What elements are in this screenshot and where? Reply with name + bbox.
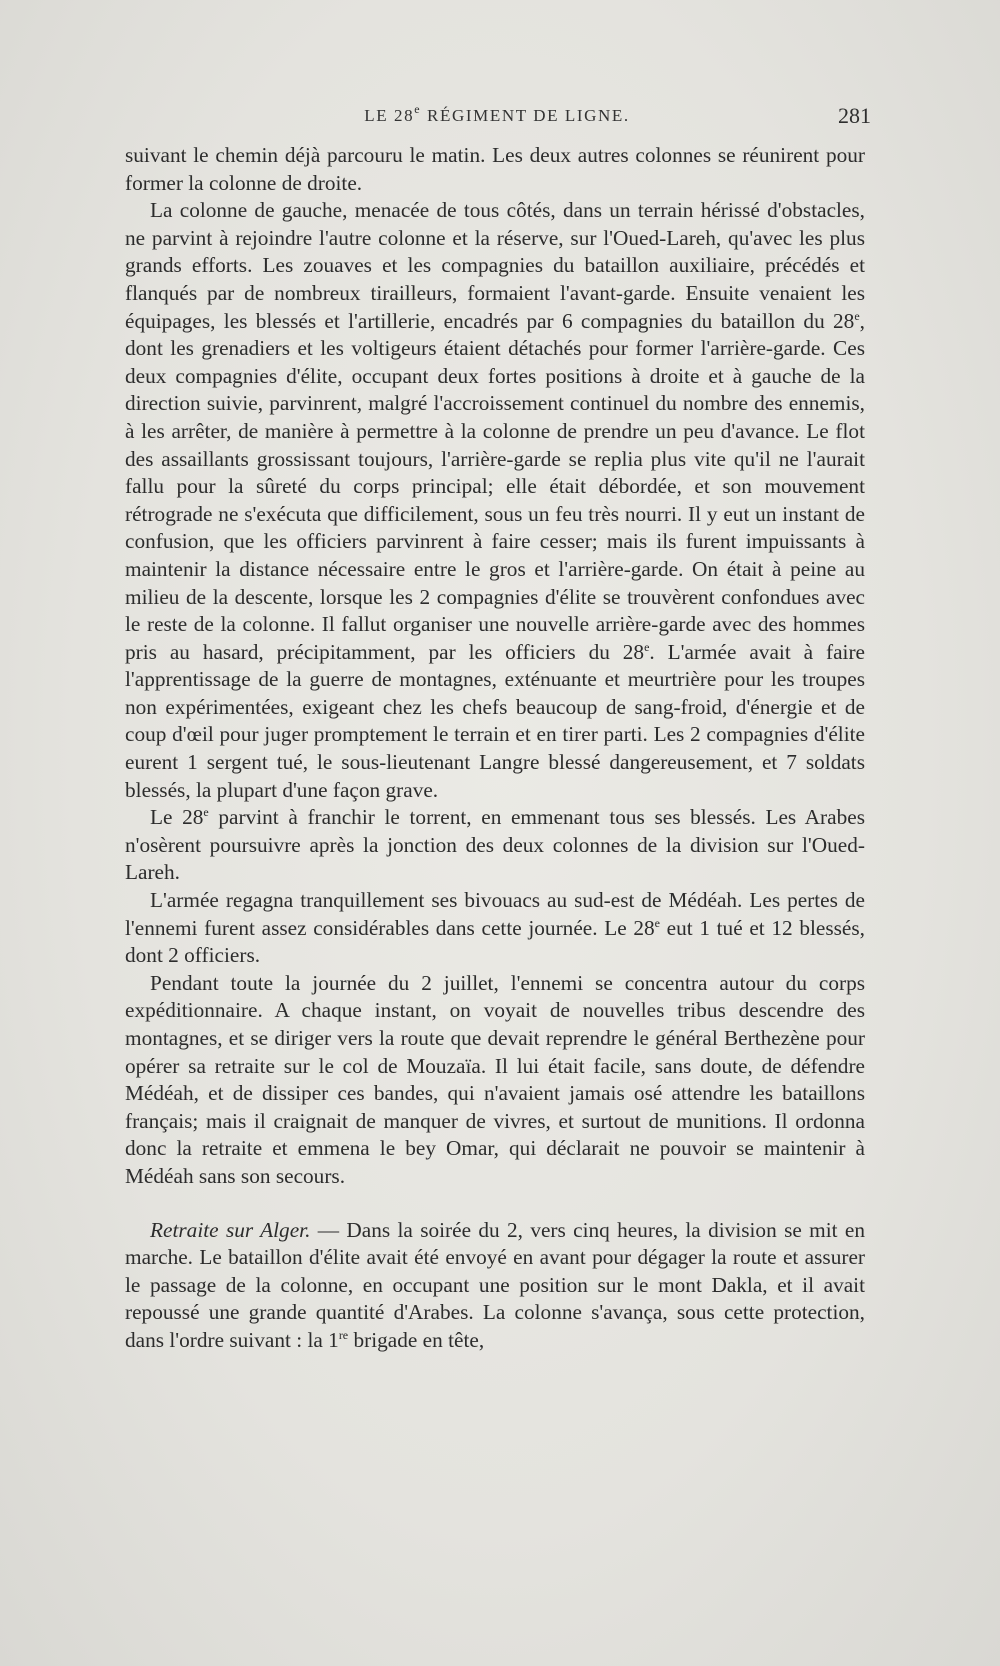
running-title-text-rest: RÉGIMENT DE LIGNE. xyxy=(421,106,630,125)
paragraph-2-text-a: La colonne de gauche, menacée de tous côtés, dans un terrain hérissé d'obstacles, ne parvint à rejoindre l'autre colonne et la réserve, sur l'Oued-Lareh, qu'avec les plus grands efforts. Les zouaves et les compagnies du bataillon auxiliaire, précédés et flanqués par de nombreux tirailleurs, formaient l'avant-garde. Ensuite venaient les équipages, les blessés et l'artillerie, encadrés par 6 compagnies du bataillon du 28 xyxy=(125,198,865,333)
paragraph-2-superscript-2: e xyxy=(644,639,650,654)
paragraph-6-text-a: — Dans la soirée du 2, vers cinq heures, la division se mit en marche. Le bataillon d'élite avait été envoyé en avant pour dégager la route et assurer le passage de la colonne, en occupant une position sur le mont Dakla, et il avait repoussé une grande quantité d'Arabes. La colonne s'avança, sous cette protection, dans l'ordre suivant : la 1 xyxy=(125,1217,865,1352)
paragraph-2-superscript-1: e xyxy=(854,308,860,323)
paragraph-4-text-b: eut 1 tué et 12 blessés, dont 2 officiers. xyxy=(125,915,865,968)
paragraph-6 xyxy=(125,1217,865,1355)
paragraph-2-text-c: . L'armée avait à faire l'apprentissage de la guerre de montagnes, exténuante et meurtrière pour les troupes non expérimentées, exigeant chez les chefs beaucoup de sang-froid, d'énergie et de coup d'œil pour juger promptement le terrain et en tirer parti. Les 2 compagnies d'élite eurent 1 sergent tué, le sous-lieutenant Langre blessé dangereusement, et 7 soldats blessés, la plupart d'une façon grave. xyxy=(125,639,865,802)
paragraph-4 xyxy=(125,887,865,970)
paragraph-2 xyxy=(125,197,865,804)
paragraph-6-text-b: brigade en tête, xyxy=(348,1327,485,1352)
paragraph-6-superscript: re xyxy=(338,1327,349,1342)
paragraph-3-text-b: parvint à franchir le torrent, en emmenant tous ses blessés. Les Arabes n'osèrent poursuivre après la jonction des deux colonnes de la division sur l'Oued-Lareh. xyxy=(125,805,865,885)
running-title xyxy=(123,102,871,126)
paragraph-3 xyxy=(125,804,865,887)
paragraph-1: suivant le chemin déjà parcouru le matin. Les deux autres colonnes se réunirent pour former la colonne de droite. xyxy=(125,143,865,195)
paragraph-3-text-a: Le 28 xyxy=(150,805,204,830)
paragraph-5: Pendant toute la journée du 2 juillet, l'ennemi se concentra autour du corps expéditionnaire. A chaque instant, on voyait de nouvelles tribus descendre des montagnes, et se diriger vers la route que devait reprendre le général Berthezène pour opérer sa retraite sur le col de Mouzaïa. Il lui était facile, sans doute, de défendre Médéah, et de dissiper ces bandes, qui n'avaient jamais osé attendre les bataillons français; mais il craignait de manquer de vivres, et surtout de munitions. Il ordonna donc la retraite et emmena le bey Omar, qui déclarait ne pouvoir se maintenir à Médéah sans son secours. xyxy=(125,970,865,1188)
running-head xyxy=(123,102,871,134)
paragraph-4-superscript: e xyxy=(654,915,660,930)
running-title-superscript: e xyxy=(414,102,422,116)
section-title: Retraite sur Alger. xyxy=(150,1217,311,1242)
paragraph-2-text-b: , dont les grenadiers et les voltigeurs étaient détachés pour former l'arrière-garde. Ces deux compagnies d'élite, occupant deux fortes positions à droite et à gauche de la direction suivie, parvinrent, malgré l'accroissement continuel du nombre des ennemis, à les arrêter, de manière à permettre à la colonne de prendre un peu d'avance. Le flot des assaillants grossissant toujours, l'arrière-garde se replia plus vite qu'il ne l'aurait fallu pour la sûreté du corps principal; elle était débordée, et son mouvement rétrograde ne s'exécuta que difficilement, sous un feu très nourri. Il y eut un instant de confusion, que les officiers parvinrent à faire cesser; mais ils furent impuissants à maintenir la distance nécessaire entre le gros et l'arrière-garde. On était à peine au milieu de la descente, lorsque les 2 compagnies d'élite se trouvèrent confondues avec le reste de la colonne. Il fallut organiser une nouvelle arrière-garde avec des hommes pris au hasard, précipitamment, par les officiers du 28 xyxy=(125,308,865,664)
paragraph-4-text-a: L'armée regagna tranquillement ses bivouacs au sud-est de Médéah. Les pertes de l'ennemi furent assez considérables dans cette journée. Le 28 xyxy=(125,888,865,940)
paragraph-3-superscript: e xyxy=(203,805,209,820)
body-text xyxy=(125,142,865,1355)
page-number: 281 xyxy=(838,103,871,128)
running-title-text: LE 28 xyxy=(364,106,415,125)
